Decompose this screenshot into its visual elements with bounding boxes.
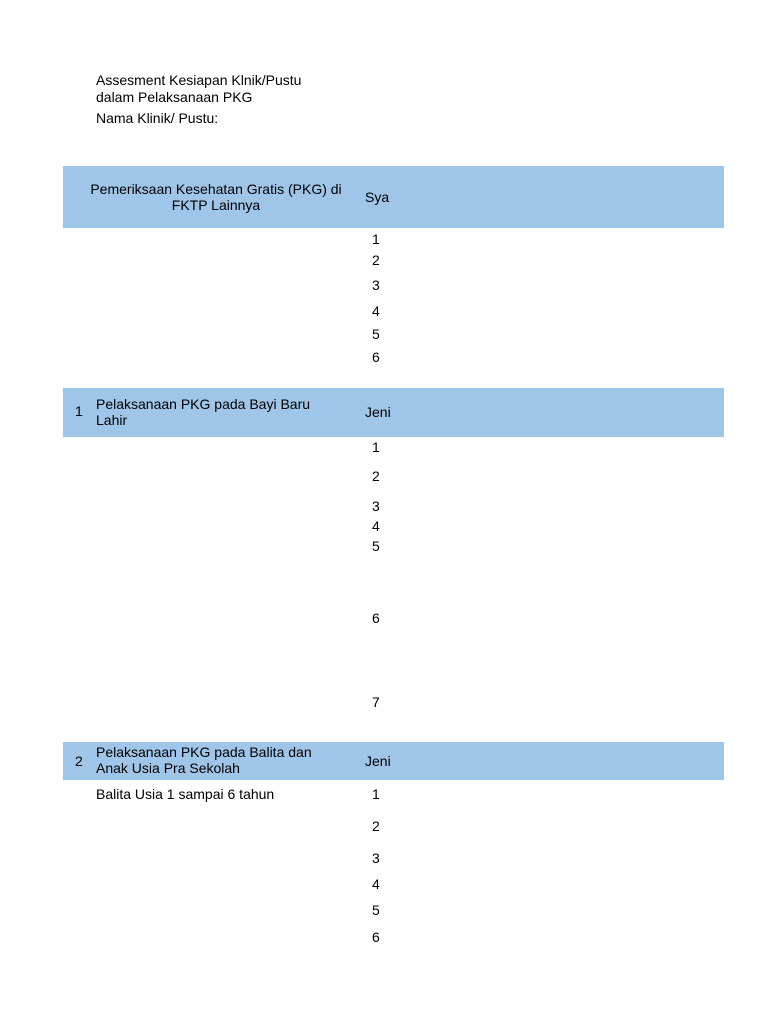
- section-title-line-2: Lahir: [96, 412, 128, 428]
- row-number: 3: [372, 277, 380, 293]
- section-title-line-1: Pelaksanaan PKG pada Balita dan: [96, 744, 312, 760]
- row-number: 1: [372, 439, 380, 455]
- row-number: 5: [372, 326, 380, 342]
- section-header-balita-pra-sekolah: [63, 742, 724, 780]
- section-title-line-1: Pelaksanaan PKG pada Bayi Baru: [96, 396, 311, 412]
- column-header: Jeni: [365, 753, 391, 769]
- row-number: 2: [372, 468, 380, 484]
- row-number: 2: [372, 818, 380, 834]
- section-index: 2: [75, 753, 83, 769]
- row-number: 1: [372, 231, 380, 247]
- column-header: Sya: [365, 189, 390, 205]
- section-header-bayi-baru-lahir: [63, 388, 724, 437]
- section-title: [96, 744, 312, 776]
- row-number: 3: [372, 850, 380, 866]
- row-number: 4: [372, 518, 380, 534]
- document-title-line-2: dalam Pelaksanaan PKG: [96, 89, 253, 105]
- section-header-pkg-fktp: [63, 166, 724, 228]
- section-title-line-1: Pemeriksaan Kesehatan Gratis (PKG) di: [90, 181, 342, 197]
- document-title-line-1: Assesment Kesiapan Klnik/Pustu: [96, 72, 302, 88]
- section-index: 1: [75, 403, 83, 419]
- section-title-line-2: FKTP Lainnya: [171, 197, 261, 213]
- row-number: 4: [372, 876, 380, 892]
- row-number: 5: [372, 902, 380, 918]
- section-title: [96, 396, 310, 428]
- column-header: Jeni: [365, 404, 391, 420]
- row-number: 6: [372, 929, 380, 945]
- row-number: 5: [372, 538, 380, 554]
- row-label-balita: Balita Usia 1 sampai 6 tahun: [96, 786, 275, 802]
- row-number: 3: [372, 498, 380, 514]
- row-number: 1: [372, 786, 380, 802]
- row-number: 6: [372, 349, 380, 365]
- row-number: 6: [372, 610, 380, 626]
- row-number: 4: [372, 303, 380, 319]
- section-title-line-2: Anak Usia Pra Sekolah: [96, 760, 240, 776]
- row-number: 7: [372, 694, 380, 710]
- clinic-name-label: Nama Klinik/ Pustu:: [96, 110, 219, 126]
- section-title: [73, 181, 359, 213]
- row-number: 2: [372, 252, 380, 268]
